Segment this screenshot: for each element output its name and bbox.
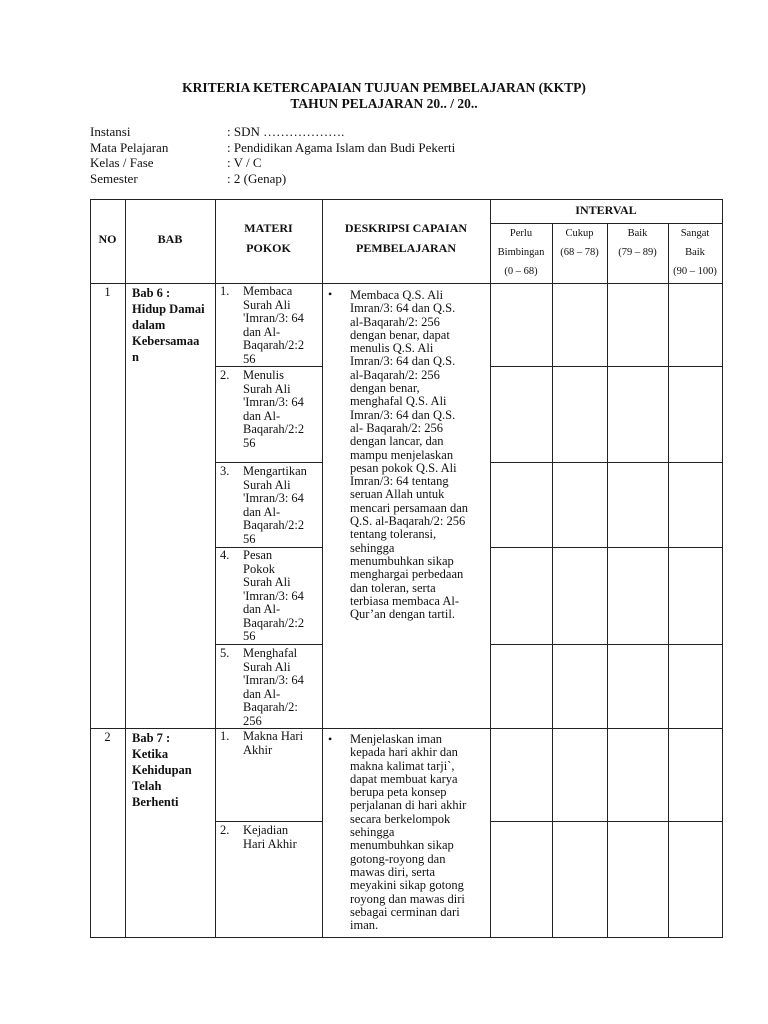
materi-line: Kejadian bbox=[243, 823, 289, 837]
materi-line: Baqarah/2:2 bbox=[243, 518, 305, 532]
materi-line: Surah Ali bbox=[243, 575, 291, 589]
materi-text bbox=[243, 369, 315, 450]
materi-line: 256 bbox=[243, 713, 262, 728]
materi-text bbox=[243, 824, 315, 851]
header-bottom-line bbox=[90, 283, 723, 284]
interval-label: Sangat bbox=[680, 228, 710, 239]
materi-divider bbox=[215, 462, 322, 463]
bab-line: Hidup Damai bbox=[132, 302, 205, 316]
deskripsi-line: menumbuhkan sikap bbox=[350, 553, 454, 568]
interval-label: Baik bbox=[627, 228, 648, 239]
materi-line: Baqarah/2:2 bbox=[243, 338, 305, 352]
info-row-mata-pelajaran bbox=[90, 140, 455, 156]
bab-line: dalam bbox=[132, 318, 166, 332]
materi-num: 2. bbox=[220, 368, 230, 382]
materi-line: Surah Ali bbox=[243, 659, 291, 674]
deskripsi-line: mampu menjelaskan bbox=[350, 447, 454, 462]
deskripsi-line: al-Baqarah/2: 256 bbox=[350, 367, 440, 382]
table-border-right bbox=[722, 199, 723, 938]
header-materi: MATERI bbox=[244, 221, 293, 235]
materi-line: Makna Hari bbox=[243, 729, 304, 743]
materi-line: 56 bbox=[243, 531, 256, 546]
table-border-bottom bbox=[90, 937, 723, 938]
deskripsi-line: pesan pokok Q.S. Ali bbox=[350, 460, 457, 475]
deskripsi-line: sebagai cerminan dari bbox=[350, 904, 460, 919]
header-pembelajaran: PEMBELAJARAN bbox=[355, 241, 456, 255]
deskripsi-line: menghargai perbedaan bbox=[350, 567, 464, 582]
deskripsi-line: dengan benar, dapat bbox=[350, 327, 450, 342]
deskripsi-line: mencari persamaan dan bbox=[350, 500, 468, 515]
materi-line: Menulis bbox=[243, 368, 284, 382]
header-deskripsi: DESKRIPSI CAPAIAN bbox=[344, 221, 468, 235]
header-bab: BAB bbox=[157, 232, 183, 246]
col-divider bbox=[668, 223, 669, 938]
deskripsi-text bbox=[350, 289, 468, 621]
interval-label: Cukup bbox=[565, 228, 594, 239]
materi-line: Pokok bbox=[243, 561, 275, 576]
deskripsi-line: meyakini sikap gotong bbox=[350, 878, 464, 893]
materi-text bbox=[243, 285, 315, 366]
interval-label: Bimbingan bbox=[497, 247, 545, 258]
interval-range: (0 – 68) bbox=[504, 266, 538, 277]
materi-line: dan Al- bbox=[243, 324, 281, 339]
deskripsi-line: Imran/3: 64 dan Q.S. bbox=[350, 354, 456, 369]
materi-line: dan Al- bbox=[243, 602, 281, 616]
deskripsi-line: perjalanan di hari akhir bbox=[350, 798, 467, 813]
materi-line: Mengartikan bbox=[243, 464, 307, 478]
deskripsi-line: Q.S. al-Baqarah/2: 256 bbox=[350, 514, 466, 529]
materi-line: dan Al- bbox=[243, 408, 281, 423]
deskripsi-line: dengan benar, bbox=[350, 381, 420, 396]
materi-line: 'Imran/3: 64 bbox=[243, 673, 304, 687]
materi-num: 4. bbox=[220, 548, 230, 562]
info-value: : SDN ………………. bbox=[227, 124, 345, 139]
doc-subtitle: TAHUN PELAJARAN 20.. / 20.. bbox=[290, 96, 478, 111]
info-label: Kelas / Fase bbox=[90, 155, 154, 170]
interval-baik bbox=[607, 224, 668, 262]
info-row-kelas bbox=[90, 155, 455, 171]
bab-line: Ketika bbox=[132, 747, 169, 761]
materi-line: Baqarah/2:2 bbox=[243, 615, 305, 630]
deskripsi-line: al- Baqarah/2: 256 bbox=[350, 420, 444, 435]
interval-cukup bbox=[552, 224, 607, 262]
info-label: Instansi bbox=[90, 124, 131, 139]
deskripsi-line: tentang toleransi, bbox=[350, 527, 437, 542]
interval-label: Perlu bbox=[509, 228, 533, 239]
materi-line: 'Imran/3: 64 bbox=[243, 491, 304, 505]
interval-range: (79 – 89) bbox=[618, 247, 657, 258]
deskripsi-line: menulis Q.S. Ali bbox=[350, 341, 434, 356]
materi-num: 1. bbox=[220, 284, 230, 298]
materi-num: 1. bbox=[220, 729, 230, 743]
doc-title: KRITERIA KETERCAPAIAN TUJUAN PEMBELAJARAN (KKTP) bbox=[182, 80, 586, 95]
materi-line: 56 bbox=[243, 435, 256, 450]
deskripsi-text bbox=[350, 733, 466, 932]
row-no: 2 bbox=[104, 730, 111, 744]
materi-line: dan Al- bbox=[243, 504, 281, 519]
deskripsi-line: terbiasa membaca Al- bbox=[350, 593, 459, 608]
materi-divider bbox=[215, 821, 322, 822]
materi-text bbox=[243, 465, 315, 546]
materi-line: Pesan bbox=[243, 548, 273, 562]
col-divider bbox=[322, 199, 323, 938]
materi-line: Menghafal bbox=[243, 646, 298, 660]
materi-line: Surah Ali bbox=[243, 381, 291, 396]
interval-sangat-baik bbox=[668, 224, 722, 281]
info-label: Semester bbox=[90, 170, 138, 186]
deskripsi-line: al-Baqarah/2: 256 bbox=[350, 314, 440, 329]
materi-line: Membaca bbox=[243, 284, 293, 298]
deskripsi-line: dapat membuat karya bbox=[350, 771, 458, 786]
deskripsi-line: royong dan mawas diri bbox=[350, 891, 465, 906]
materi-num: 3. bbox=[220, 464, 230, 478]
deskripsi-line: secara berkelompok bbox=[350, 811, 451, 826]
bab-line: Kehidupan bbox=[132, 763, 192, 777]
deskripsi-line: makna kalimat tarji`, bbox=[350, 758, 455, 773]
deskripsi-line: menghafal Q.S. Ali bbox=[350, 394, 447, 409]
materi-divider bbox=[215, 644, 322, 645]
materi-line: 'Imran/3: 64 bbox=[243, 588, 304, 603]
deskripsi-line: berupa peta konsep bbox=[350, 785, 447, 800]
header-interval: INTERVAL bbox=[575, 203, 637, 217]
materi-line: Surah Ali bbox=[243, 297, 291, 312]
row-divider bbox=[90, 728, 723, 729]
deskripsi-line: kepada hari akhir dan bbox=[350, 745, 458, 760]
deskripsi-line: menumbuhkan sikap bbox=[350, 838, 454, 853]
materi-line: Baqarah/2: bbox=[243, 700, 298, 714]
info-value: : 2 (Genap) bbox=[227, 170, 287, 186]
materi-line: Surah Ali bbox=[243, 477, 291, 492]
bab-line: n bbox=[132, 350, 139, 364]
materi-line: 56 bbox=[243, 351, 256, 366]
bab-line: Kebersamaa bbox=[132, 334, 200, 348]
col-divider bbox=[490, 199, 491, 938]
bab-line: Berhenti bbox=[132, 795, 179, 809]
table-border-top bbox=[90, 199, 723, 200]
info-value: : V / C bbox=[227, 155, 262, 170]
col-divider bbox=[215, 199, 216, 938]
materi-text bbox=[243, 647, 315, 728]
info-row-instansi bbox=[90, 124, 455, 140]
materi-num: 2. bbox=[220, 823, 230, 837]
deskripsi-line: sehingga bbox=[350, 540, 395, 555]
deskripsi-line: Imran/3: 64 dan Q.S. bbox=[350, 407, 456, 422]
materi-line: 'Imran/3: 64 bbox=[243, 395, 304, 409]
deskripsi-line: dan toleran, serta bbox=[350, 580, 436, 595]
bab-line: Telah bbox=[132, 779, 162, 793]
materi-line: Baqarah/2:2 bbox=[243, 422, 305, 436]
materi-line: 56 bbox=[243, 629, 256, 643]
materi-divider bbox=[215, 366, 322, 367]
materi-text bbox=[243, 730, 315, 757]
bab-line: Bab 6 : bbox=[132, 286, 171, 300]
materi-line: Akhir bbox=[243, 742, 273, 757]
deskripsi-line: iman. bbox=[350, 918, 379, 933]
deskripsi-line: mawas diri, serta bbox=[350, 864, 436, 879]
bullet-icon: • bbox=[328, 732, 333, 746]
info-block bbox=[90, 124, 455, 186]
deskripsi-line: Membaca Q.S. Ali bbox=[350, 288, 444, 302]
deskripsi-line: Menjelaskan iman bbox=[350, 732, 442, 746]
deskripsi-line: seruan Allah untuk bbox=[350, 487, 445, 502]
row-no: 1 bbox=[104, 285, 111, 299]
deskripsi-line: sehingga bbox=[350, 825, 395, 840]
table-border-left bbox=[90, 199, 91, 938]
materi-line: 'Imran/3: 64 bbox=[243, 311, 304, 325]
deskripsi-line: dengan lancar, dan bbox=[350, 434, 444, 449]
col-divider bbox=[552, 223, 553, 938]
row-bab bbox=[132, 285, 205, 365]
interval-label: Baik bbox=[685, 247, 705, 258]
info-value: : Pendidikan Agama Islam dan Budi Pekerti bbox=[227, 139, 456, 155]
info-label: Mata Pelajaran bbox=[90, 139, 169, 155]
col-divider bbox=[125, 199, 126, 938]
bullet-icon: • bbox=[328, 287, 333, 301]
col-divider bbox=[607, 223, 608, 938]
materi-text bbox=[243, 549, 315, 644]
row-bab bbox=[132, 730, 192, 810]
deskripsi-line: Imran/3: 64 tentang bbox=[350, 474, 449, 489]
materi-line: dan Al- bbox=[243, 686, 281, 701]
interval-perlu-bimbingan bbox=[490, 224, 552, 281]
deskripsi-line: gotong-royong dan bbox=[350, 851, 446, 866]
bab-line: Bab 7 : bbox=[132, 731, 171, 745]
materi-num: 5. bbox=[220, 646, 230, 660]
materi-line: Hari Akhir bbox=[243, 836, 297, 851]
interval-range: (68 – 78) bbox=[560, 247, 599, 258]
info-row-semester bbox=[90, 171, 455, 187]
header-no: NO bbox=[98, 232, 117, 246]
header-pokok: POKOK bbox=[246, 241, 291, 255]
deskripsi-line: Imran/3: 64 dan Q.S. bbox=[350, 301, 456, 316]
deskripsi-line: Qur’an dengan tartil. bbox=[350, 607, 455, 622]
interval-range: (90 – 100) bbox=[673, 266, 717, 277]
